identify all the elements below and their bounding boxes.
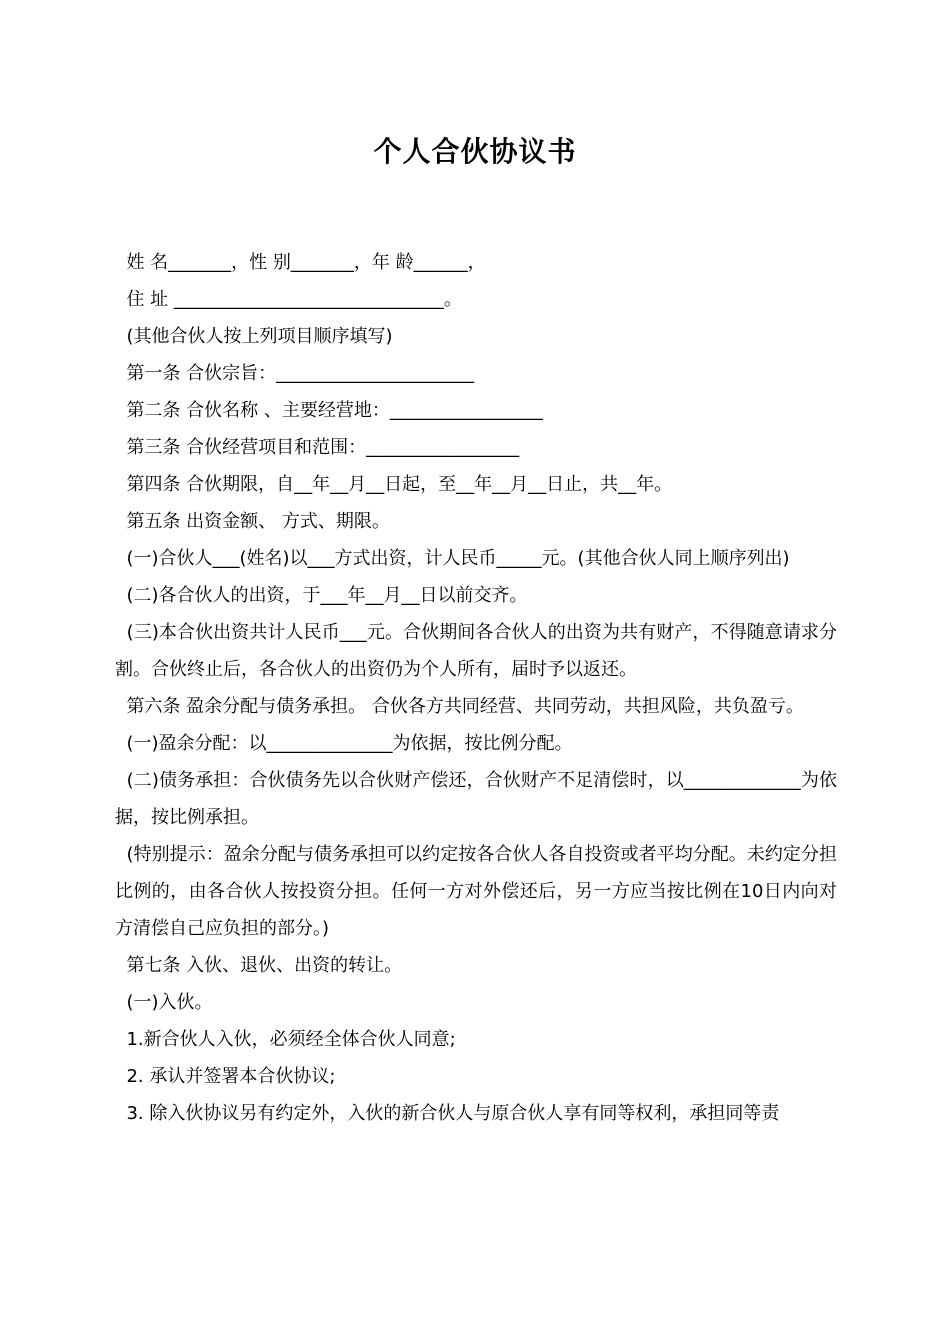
list-item-1: 1.新合伙人入伙，必须经全体合伙人同意; [115,1029,456,1050]
list-item-2: 2. 承认并签署本合伙协议; [115,1066,336,1087]
article-5: 第五条 出资金额、 方式、期限。 [115,511,390,532]
list-item-3: 3. 除入伙协议另有约定外，入伙的新合伙人与原合伙人享有同等权利，承担同等责 [115,1103,780,1124]
article-5-item-2: (二)各合伙人的出资，于___年__月__日以前交齐。 [115,585,528,606]
article-6-item-2: (二)债务承担：合伙债务先以合伙财产偿还，合伙财产不足清偿时，以_____________为依据，按比例承担。 [115,770,837,828]
field-address: 住 址 ______________________________。 [115,289,462,310]
article-5-item-1: (一)合伙人___(姓名)以___方式出资，计人民币_____元。(其他合伙人同上顺序列出) [115,548,790,569]
special-note: (特别提示：盈余分配与债务承担可以约定按各合伙人各自投资或者平均分配。未约定分担比例的，由各合伙人按投资分担。任何一方对外偿还后，另一方应当按比例在10日内向对方清偿自己应负担的部分。) [115,844,837,939]
article-4: 第四条 合伙期限，自__年__月__日起，至__年__月__日止，共__年。 [115,474,673,495]
document-title: 个人合伙协议书 [373,135,577,168]
article-5-item-3: (三)本合伙出资共计人民币___元。合伙期间各合伙人的出资为共有财产，不得随意请求分割。合伙终止后，各合伙人的出资仍为个人所有，届时予以返还。 [115,622,837,680]
article-6-item-1: (一)盈余分配：以______________为依据，按比例分配。 [115,733,573,754]
fill-instruction: (其他合伙人按上列项目顺序填写) [115,326,393,347]
article-7: 第七条 入伙、退伙、出资的转让。 [115,955,403,976]
document-body [115,244,837,1132]
article-3: 第三条 合伙经营项目和范围：_________________ [115,437,520,458]
article-2: 第二条 合伙名称 、主要经营地：_________________ [115,400,543,421]
article-7-item-1: (一)入伙。 [115,992,213,1013]
article-1: 第一条 合伙宗旨：______________________ [115,363,475,384]
field-name-gender-age: 姓 名_______，性 别_______，年 龄______， [115,252,486,273]
article-6: 第六条 盈余分配与债务承担。 合伙各方共同经营、共同劳动，共担风险，共负盈亏。 [115,696,804,717]
